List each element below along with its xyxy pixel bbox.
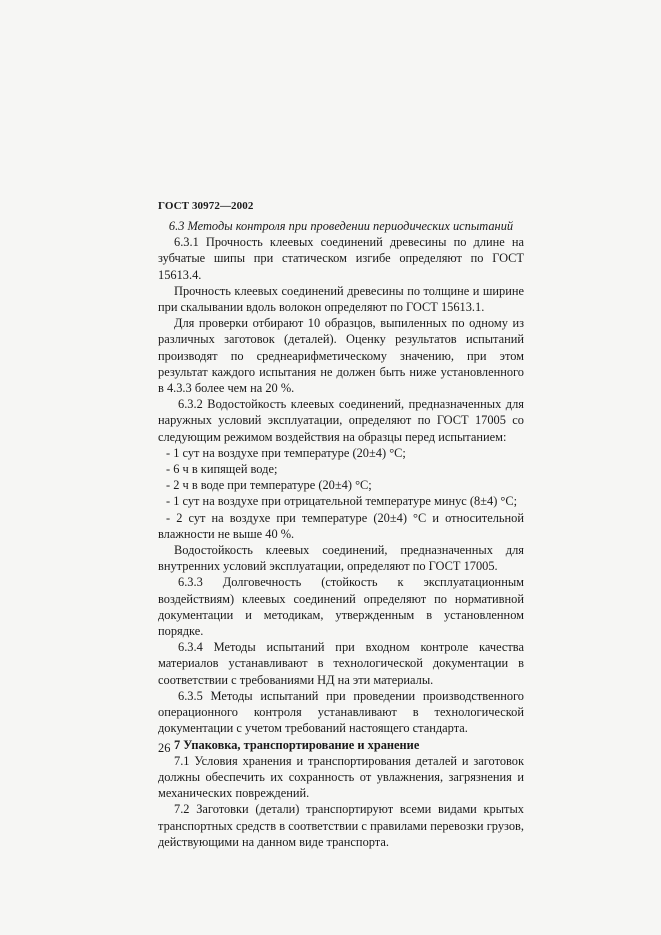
- list-item: - 2 ч в воде при температуре (20±4) °С;: [166, 478, 372, 493]
- paragraph-7-2: 7.2 Заготовки (детали) транспортируют всеми видами крытых транспортных средств в соответствии с правилами перевозки грузов, действующими на данном виде транспорта.: [158, 802, 524, 849]
- paragraph-6-3-1: 6.3.1 Прочность клеевых соединений древесины по длине на зубчатые шипы при статическом изгибе определяют по ГОСТ 15613.4.: [158, 235, 524, 282]
- paragraph-6-3-4: 6.3.4 Методы испытаний при входном контроле качества материалов устанавливают в технологической документации в соответствии с требованиями НД на эти материалы.: [158, 640, 524, 687]
- page-number: 26: [158, 741, 171, 755]
- paragraph-7-1: 7.1 Условия хранения и транспортирования деталей и заготовок должны обеспечить их сохранность от увлажнения, загрязнения и механических повреждений.: [158, 753, 524, 801]
- paragraph-6-3-2-b: Водостойкость клеевых соединений, предназначенных для внутренних условий эксплуатации, определяют по ГОСТ 17005.: [158, 543, 524, 574]
- list-item: - 1 сут на воздухе при отрицательной температуре минус (8±4) °С;: [166, 494, 518, 509]
- paragraph-6-3-1-c: Для проверки отбирают 10 образцов, выпиленных по одному из различных заготовок (деталей). Оценку результатов испытаний производят по среднеарифметическому значению, при этом результат каждого испытания не должен быть ниже установленного в 4.3.3 более чем на 20 %.: [158, 316, 524, 396]
- list-item: - 2 сут на воздухе при температуре (20±4) °С и относительной влажности не выше 40 %.: [158, 510, 524, 541]
- paragraph-6-3-5: 6.3.5 Методы испытаний при проведении производственного операционного контроля устанавливают в технологической документации с учетом требований настоящего стандарта.: [158, 688, 524, 736]
- list-item: - 6 ч в кипящей воде;: [166, 462, 278, 477]
- paragraph-6-3-1-b: Прочность клеевых соединений древесины по толщине и ширине при скалывании вдоль волокон определяют по ГОСТ 15613.1.: [158, 283, 524, 315]
- section-7-title: 7 Упаковка, транспортирование и хранение: [174, 737, 420, 752]
- subsection-title: 6.3 Методы контроля при проведении периодических испытаний: [168, 219, 514, 233]
- paragraph-6-3-2: 6.3.2 Водостойкость клеевых соединений, предназначенных для наружных условий эксплуатации, определяют по ГОСТ 17005 со следующим режимом воздействия на образцы перед испытанием:: [158, 397, 524, 444]
- paragraph-6-3-3: 6.3.3 Долговечность (стойкость к эксплуатационным воздействиям) клеевых соединений определяют по нормативной документации и методикам, утвержденным в установленном порядке.: [158, 575, 524, 639]
- list-item: - 1 сут на воздухе при температуре (20±4) °С;: [166, 445, 406, 460]
- doc-header: ГОСТ 30972—2002: [158, 200, 254, 212]
- page-content: [158, 218, 524, 850]
